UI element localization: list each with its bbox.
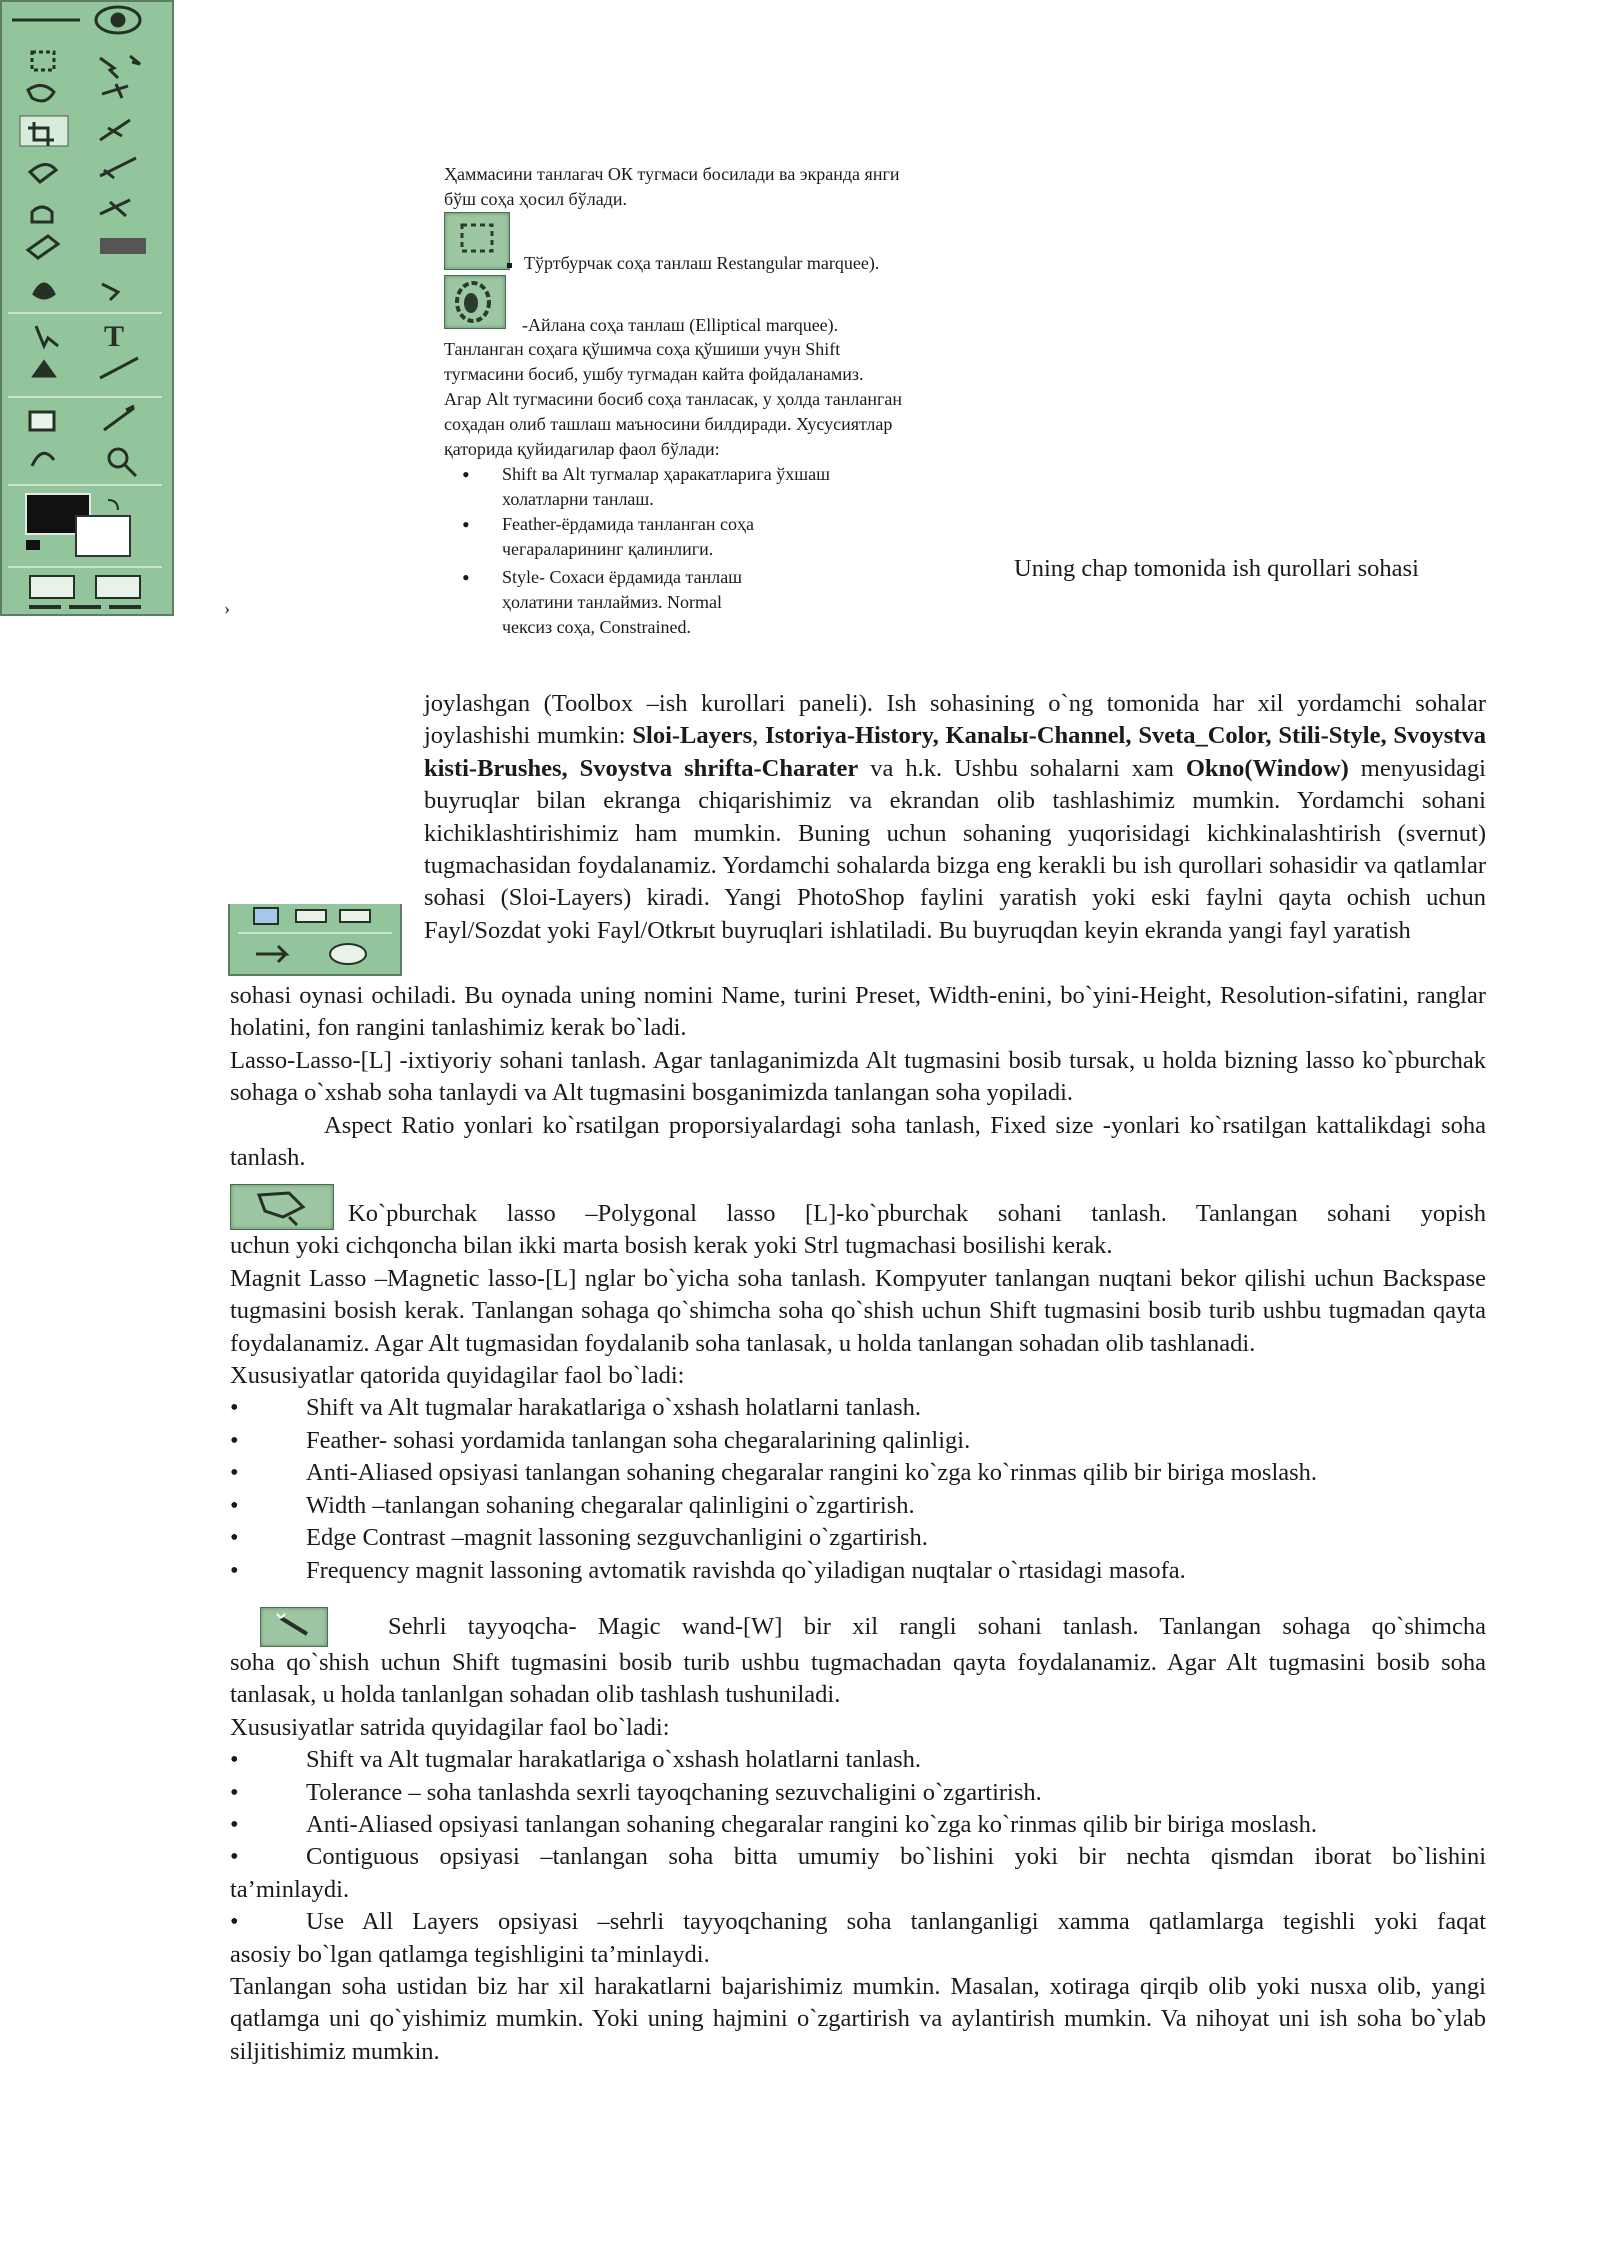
lasso-paragraph: Lasso-Lasso-[L] -ixtiyoriy sohani tanlash. Agar tanlaganimizda Alt tugmasini bosib tursak, u holda bizning lasso ko`pburchak sohaga o`xshab soha tanlaydi va Alt tugmasini bosganimizda tanlangan soha yopiladi. <box>230 1046 1486 1107</box>
property-item: • Edge Contrast –magnit lassoning sezguvchanligini o`zgartirish. <box>230 1524 928 1552</box>
intro-para-line: Танланган соҳага қўшимча соҳа қўшиши учун Shift <box>444 339 841 359</box>
intro-bullet-list <box>444 462 964 640</box>
properties-list-2 <box>230 1744 1486 1971</box>
magnetic-lasso-paragraph: Magnit Lasso –Magnetic lasso-[L] nglar bo`yicha soha tanlash. Kompyuter tanlangan nuqtani bekor qilishi uchun Backspase tugmasini bosish kerak. Tanlangan sohaga qo`shimcha soha qo`shish uchun Shift tugmasini bosib turib ushbu tugmadan qayta foydalanamiz. Agar Alt tugmasidan foydalanib soha tanlasak, u holda tanlangan sohadan olib tashlanadi. <box>230 1264 1486 1357</box>
rect-marquee-icon <box>444 212 510 270</box>
intro-para-line: қаторида қуйидагилар фаол бўлади: <box>444 439 720 459</box>
intro-bullet: • Style- Сохаси ёрдамида танлаш ҳолатини танлаймиз. Normal чексиз соҳа, Constrained. <box>444 565 964 640</box>
magic-wand-block <box>230 1607 1486 1712</box>
new-file-paragraph: sohasi oynasi ochiladi. Bu oynada uning nomini Name, turini Preset, Width-enini, bo`yini-Height, Resolution-sifatini, ranglar holatini, fon rangini tanlashimiz kerak bo`ladi. <box>230 982 1486 1042</box>
property-item: • Feather- sohasi yordamida tanlangan soha chegaralarining qalinligi. <box>230 1426 971 1454</box>
intro-para-line: Агар Alt тугмасини босиб соҳа танласак, у ҳолда танланган <box>444 389 902 409</box>
final-paragraph: Tanlangan soha ustidan biz har xil harakatlarni bajarishimiz mumkin. Masalan, xotiraga qirqib olib yoki nusxa olib, yangi qatlamga uni qo`yishimiz mumkin. Yoki uning hajmini o`zgartirish va aylantirish mumkin. Va nihoyat uni ish soha bo`ylab siljitishimiz mumkin. <box>230 1972 1486 2065</box>
intro-bullet: • Shift ва Alt тугмалар ҳаракатларига ўхшаш холатларни танлаш. <box>444 462 964 512</box>
svg-text:T: T <box>104 320 125 353</box>
magic-wand-rest: soha qo`shish uchun Shift tugmasini bosib turib ushbu tugmachadan qayta foydalanamiz. Agar Alt tugmasini bosib soha tanlasak, u holda tanlanlgan sohadan olib tashlash tushuniladi. <box>230 1648 1486 1709</box>
properties-list-1 <box>230 1392 1486 1586</box>
property-item-long: • Contiguous opsiyasi –tanlangan soha bitta umumiy bo`lishini yoki bir nechta qismdan iborat bo`lishini ta’minlaydi. <box>230 1843 1486 1903</box>
side-line: Uning chap tomonida ish qurollari sohasi <box>1014 555 1419 582</box>
intro-line-1: Ҳаммасини танлагач ОК тугмаси босилади ва экранда янги <box>444 164 900 184</box>
magic-wand-icon <box>260 1607 328 1647</box>
aspect-ratio-paragraph: Aspect Ratio yonlari ko`rsatilgan proporsiyalardagi soha tanlash, Fixed size -yonlari ko`rsatilgan kattalikdagi soha tanlash. <box>230 1111 1486 1172</box>
stray-mark: › <box>224 598 230 618</box>
properties-heading-2: Xususiyatlar satrida quyidagilar faol bo`ladi: <box>230 1713 670 1741</box>
photoshop-toolbox-image <box>0 0 174 616</box>
body-column <box>230 980 1486 2068</box>
polygonal-lasso-block <box>230 1184 1486 1262</box>
bold-term: Istoriya-History, Kanalы-Channel, Sveta_Color, Stili-Style, Svoystva kisti-Brushes, Svoystva shrifta-Charater <box>424 722 1487 782</box>
magic-wand-first-line: Sehrli tayyoqcha- Magic wand-[W] bir xil rangli sohani tanlash. Tanlangan sohaga qo`shimcha <box>388 1612 1486 1640</box>
intro-para-line: соҳадан олиб ташлаш маъносини билдиради. Хусусиятлар <box>444 414 893 434</box>
ellipse-marquee-icon <box>444 275 506 329</box>
toolbox-tail <box>228 904 402 976</box>
property-item: • Width –tanlangan sohaning chegaralar qalinligini o`zgartirish. <box>230 1491 915 1519</box>
rect-marquee-text: Тўртбурчак соҳа танлаш Restangular marquee). <box>524 253 880 273</box>
property-item: • Tolerance – soha tanlashda sexrli tayoqchaning sezuvchaligini o`zgartirish. <box>230 1778 1042 1806</box>
polygonal-lasso-rest: uchun yoki cichqoncha bilan ikki marta bosish kerak yoki Strl tugmachasi bosilishi kerak. <box>230 1232 1113 1260</box>
bold-term: Sloi-Layers <box>632 722 753 750</box>
property-item: • Anti-Aliased opsiyasi tanlangan sohaning chegaralar rangini ko`zga ko`rinmas qilib bir biriga moslash. <box>230 1459 1318 1487</box>
property-item: • Shift va Alt tugmalar harakatlariga o`xshash holatlarni tanlash. <box>230 1746 922 1774</box>
polygonal-lasso-icon <box>230 1184 334 1230</box>
bold-term: Okno(Window) <box>1185 754 1349 782</box>
intro-para-line: тугмасини босиб, ушбу тугмадан кайта фойдаланамиз. <box>444 364 864 384</box>
property-item: • Anti-Aliased opsiyasi tanlangan sohaning chegaralar rangini ko`zga ko`rinmas qilib bir biriga moslash. <box>230 1810 1318 1838</box>
property-item: • Shift va Alt tugmalar harakatlariga o`xshash holatlarni tanlash. <box>230 1394 922 1422</box>
property-item: • Frequency magnit lassoning avtomatik ravishda qo`yiladigan nuqtalar o`rtasidagi masofa. <box>230 1556 1186 1584</box>
toolbox-description-paragraph: joylashgan (Toolbox –ish kurollari paneli). Ish sohasining o`ng tomonida har xil yordamchi sohalar joylashishi mumkin: Sloi-Layers, Istoriya-History, Kanalы-Channel, Sveta_Color, Stili-Style, Svoystva kisti-Brushes, Svoystva shrifta-Charater va h.k. Ushbu sohalarni xam Okno(Window) menyusidagi buyruqlar bilan ekranga chiqarishimiz va ekrandan olib tashlashimiz mumkin. Yordamchi sohani kichiklashtirishimiz ham mumkin. Buning uchun sohaning yuqorisidagi kichkinalashtirish (svernut) tugmachasidan foydalanamiz. Yordamchi sohalarda bizga eng kerakli bu ish qurollari sohasidir va qatlamlar sohasi (Sloi-Layers) kiradi. Yangi PhotoShop faylini yaratish yoki eski faylni qayta ochish uchun Fayl/Sozdat yoki Fayl/Otkrыt buyruqlari ishlatiladi. Bu buyruqdan keyin ekranda yangi fayl yaratish <box>424 690 1487 944</box>
property-item-long: • Use All Layers opsiyasi –sehrli tayyoqchaning soha tanlanganligi xamma qatlamlarga tegishli yoki faqat asosiy bo`lgan qatlamga tegishligini ta’minlaydi. <box>230 1908 1486 1968</box>
intro-line-2: бўш соҳа ҳосил бўлади. <box>444 189 627 209</box>
ellipse-marquee-text: -Айлана соҳа танлаш (Elliptical marquee). <box>522 315 839 335</box>
polygonal-lasso-first-line: Ko`pburchak lasso –Polygonal lasso [L]-ko`pburchak sohani tanlash. Tanlangan sohani yopish <box>348 1200 1486 1228</box>
rect-icon-corner <box>507 263 512 268</box>
properties-heading-1: Xususiyatlar qatorida quyidagilar faol bo`ladi: <box>230 1362 685 1390</box>
intro-bullet: • Feather-ёрдамида танланган соҳа чегараларининг қалинлиги. <box>444 512 964 562</box>
intro-paragraph <box>444 337 902 462</box>
